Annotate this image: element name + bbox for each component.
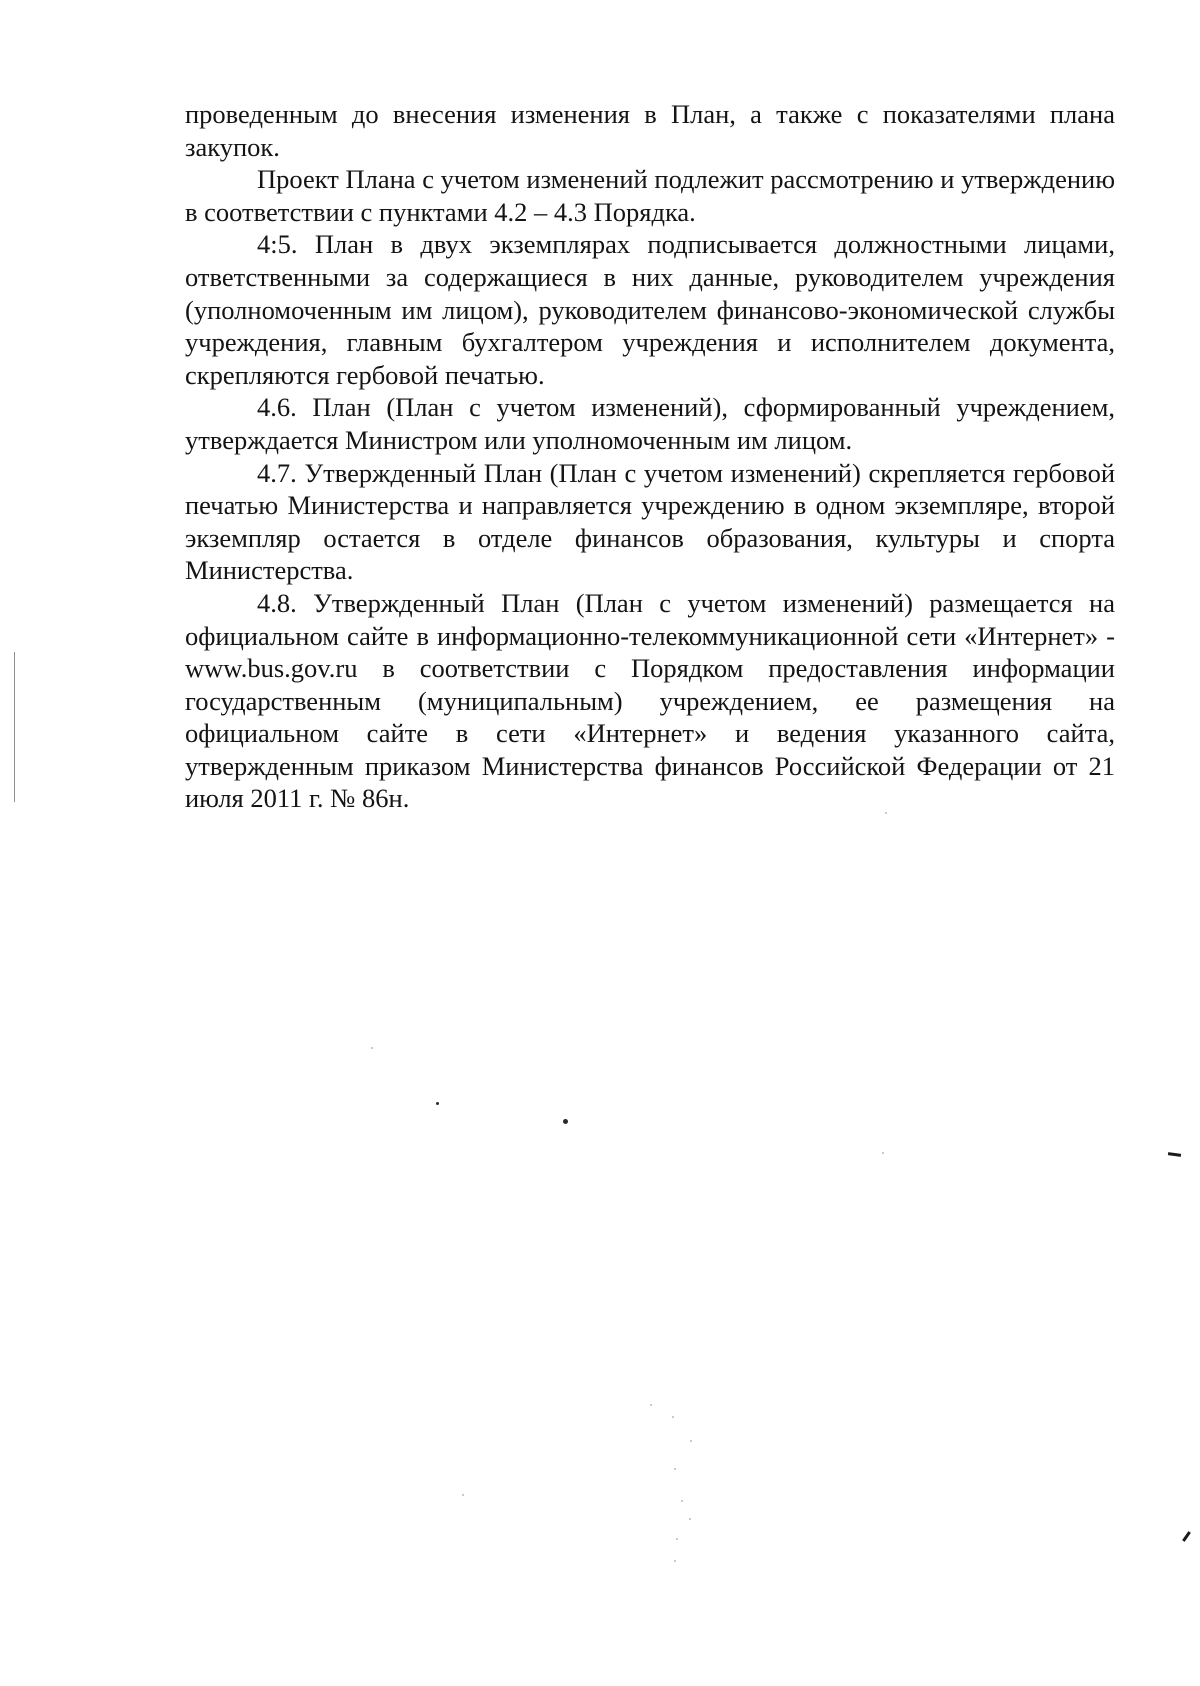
paragraph-4-6: 4.6. План (План с учетом изменений), сформированный учреждением, утверждается Министром или уполномоченным им лицом.: [185, 392, 1115, 455]
paragraph-4-7: 4.7. Утвержденный План (План с учетом изменений) скрепляется гербовой печатью Министерства и направляется учреждению в одном экземпляре, второй экземпляр остается в отделе финансов образования, культуры и спорта Министерства.: [185, 457, 1115, 586]
scan-speck: [674, 1468, 676, 1470]
document-body: [185, 98, 1115, 815]
scan-speck: [681, 1500, 683, 1502]
scan-speck: [563, 1119, 568, 1124]
scan-mark-tick: [1182, 1531, 1191, 1542]
scan-speck: [674, 1560, 676, 1562]
scan-speck: [650, 1404, 652, 1406]
scan-speck: [882, 1152, 884, 1154]
paragraph-4-8: 4.8. Утвержденный План (План с учетом изменений) размещается на официальном сайте в информационно-телекоммуникационной сети «Интернет» - www.bus.gov.ru в соответствии с Порядком предоставления информации государственным (муниципальным) учреждением, ее размещения на официальном сайте в сети «Интернет» и ведения указанного сайта, утвержденным приказом Министерства финансов Российской Федерации от 21 июля 2011 г. № 86н.: [185, 587, 1115, 814]
paragraph-continuation: проведенным до внесения изменения в План, а также с показателями плана закупок.: [185, 99, 1115, 162]
scan-speck: [436, 1102, 439, 1105]
scan-speck: [371, 1047, 373, 1049]
paragraph-4-5: 4:5. План в двух экземплярах подписывается должностными лицами, ответственными за содержащиеся в них данные, руководителем учреждения (уполномоченным им лицом), руководителем финансово-экономической службы учреждения, главным бухгалтером учреждения и исполнителем документа, скрепляются гербовой печатью.: [185, 229, 1115, 390]
scan-speck: [462, 1494, 464, 1496]
scan-speck: [885, 812, 887, 814]
paragraph-project-plan: Проект Плана с учетом изменений подлежит рассмотрению и утверждению в соответствии с пунктами 4.2 – 4.3 Порядка.: [185, 164, 1115, 227]
scan-speck: [672, 1416, 674, 1418]
scan-speck: [689, 1518, 691, 1520]
scan-speck: [690, 1440, 692, 1442]
scan-speck: [676, 1538, 678, 1540]
scan-edge-line: [14, 652, 15, 802]
scan-mark-dash: [1168, 1152, 1181, 1157]
